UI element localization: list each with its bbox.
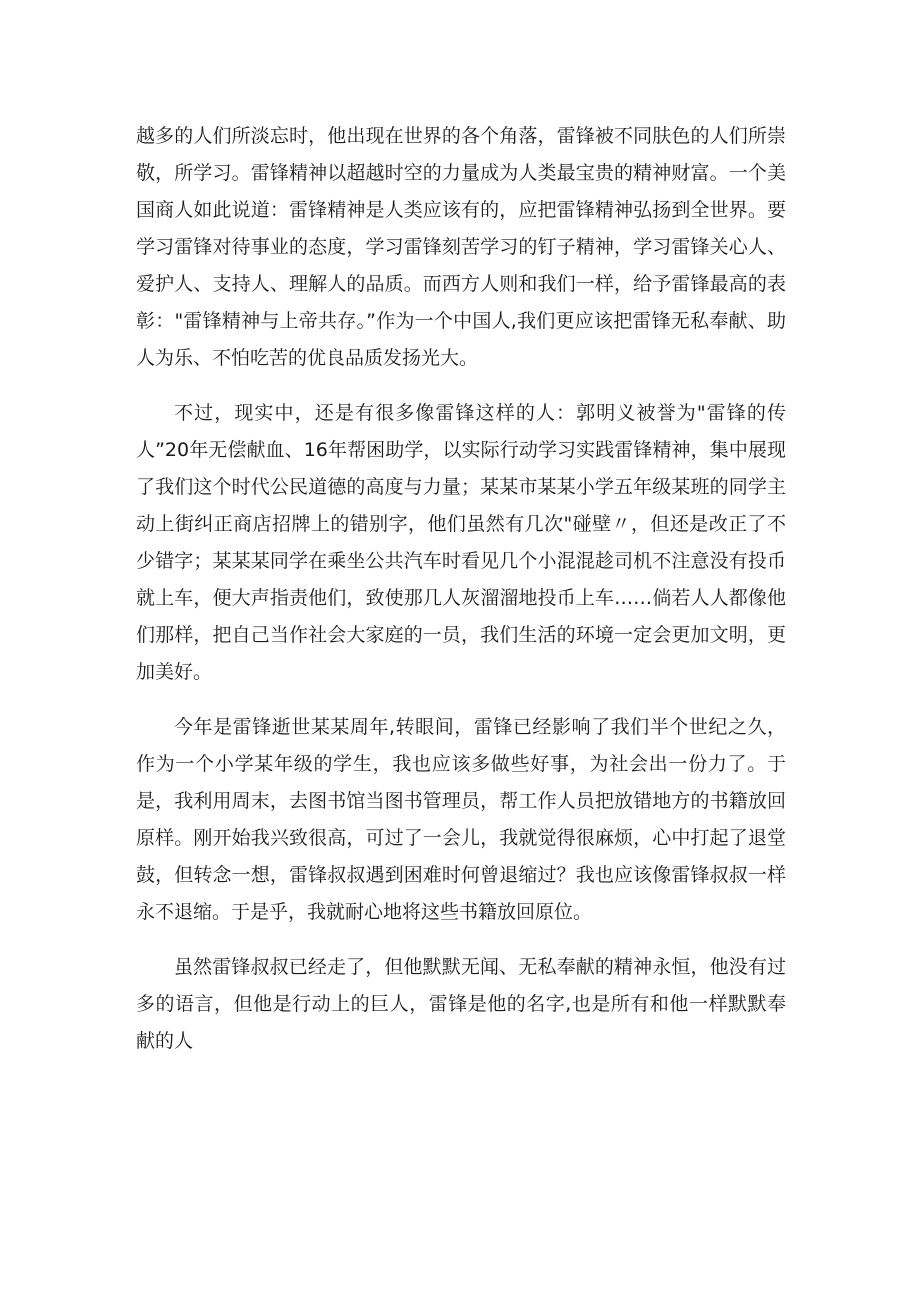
paragraph-2: 不过，现实中，还是有很多像雷锋这样的人：郭明义被誉为"雷锋的传人”20年无偿献血、16年帮困助学，以实际行动学习实践雷锋精神，集中展现了我们这个时代公民道德的高度与力量；某某市某某小学五年级某班的同学主动上街纠正商店招牌上的错别字，他们虽然有几次"碰壁〃，但还是改正了不少错字；某某某同学在乘坐公共汽车时看见几个小混混趁司机不注意没有投币就上车，便大声指责他们，致使那几人灰溜溜地投币上车……倘若人人都像他们那样，把自己当作社会大家庭的一员，我们生活的环境一定会更加文明，更加美好。 xyxy=(136,402,786,683)
document-body xyxy=(136,118,786,1078)
paragraph-4: 虽然雷锋叔叔已经走了，但他默默无闻、无私奉献的精神永恒，他没有过多的语言，但他是行动上的巨人，雷锋是他的名字,也是所有和他一样默默奉献的人 xyxy=(136,956,786,1052)
paragraph-3: 今年是雷锋逝世某某周年,转眼间，雷锋已经影响了我们半个世纪之久，作为一个小学某年级的学生，我也应该多做些好事，为社会出一份力了。于是，我利用周末，去图书馆当图书管理员，帮工作人员把放错地方的书籍放回原样。刚开始我兴致很高，可过了一会儿，我就觉得很麻烦，心中打起了退堂鼓，但转念一想，雷锋叔叔遇到困难时何曾退缩过？我也应该像雷锋叔叔一样永不退缩。于是乎，我就耐心地将这些书籍放回原位。 xyxy=(136,716,786,923)
paragraph-1: 越多的人们所淡忘时，他出现在世界的各个角落，雷锋被不同肤色的人们所崇敬，所学习。雷锋精神以超越时空的力量成为人类最宝贵的精神财富。一个美国商人如此说道：雷锋精神是人类应该有的，应把雷锋精神弘扬到全世界。要学习雷锋对待事业的态度，学习雷锋刻苦学习的钉子精神，学习雷锋关心人、爱护人、支持人、理解人的品质。而西方人则和我们一样，给予雷锋最高的表彰："雷锋精神与上帝共存。”作为一个中国人,我们更应该把雷锋无私奉献、助人为乐、不怕吃苦的优良品质发扬光大。 xyxy=(136,125,786,369)
